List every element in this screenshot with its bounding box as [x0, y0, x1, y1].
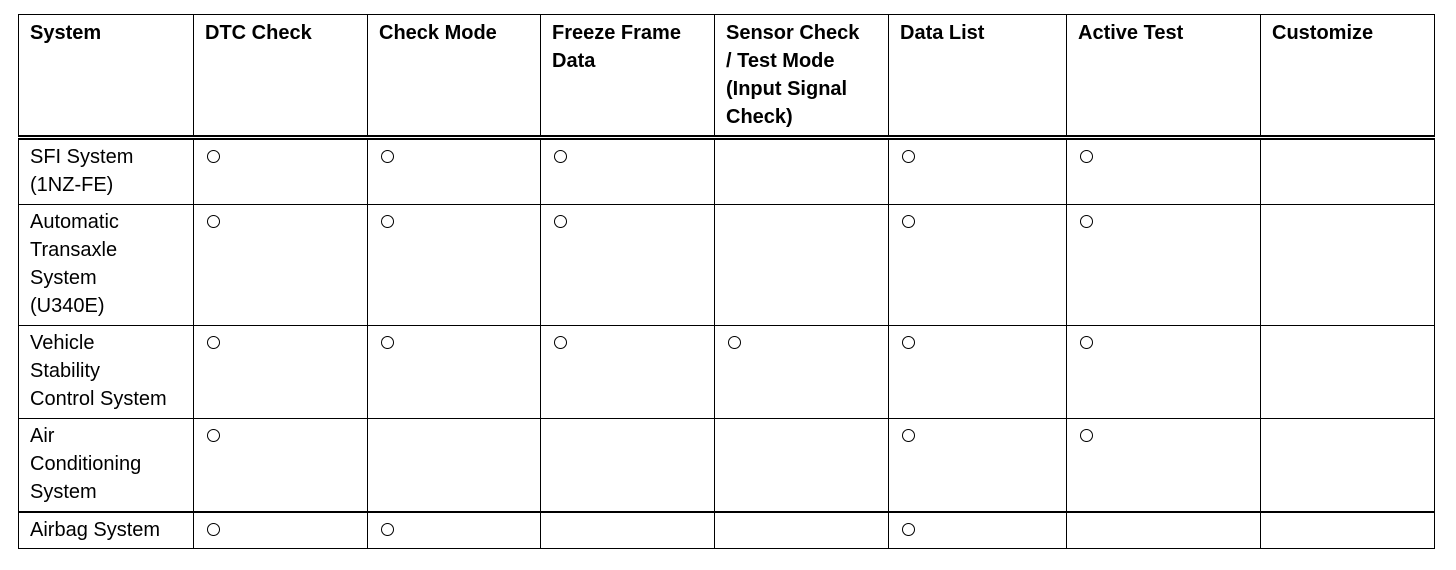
- header-system: System: [19, 15, 194, 138]
- support-cell: [368, 205, 541, 326]
- support-cell: [541, 205, 715, 326]
- support-cell: [368, 138, 541, 205]
- supported-circle-icon: [1080, 215, 1093, 228]
- support-cell: [889, 138, 1067, 205]
- system-name-cell: SFI System (1NZ-FE): [19, 138, 194, 205]
- supported-circle-icon: [207, 336, 220, 349]
- supported-circle-icon: [554, 336, 567, 349]
- diagnostic-function-table: [18, 14, 1435, 549]
- support-cell: [368, 326, 541, 419]
- support-cell: [1261, 138, 1435, 205]
- support-cell: [194, 138, 368, 205]
- support-cell: [1261, 419, 1435, 513]
- support-cell: [1067, 205, 1261, 326]
- header-customize: Customize: [1261, 15, 1435, 138]
- supported-circle-icon: [1080, 336, 1093, 349]
- supported-circle-icon: [207, 150, 220, 163]
- header-active-test: Active Test: [1067, 15, 1261, 138]
- supported-circle-icon: [554, 150, 567, 163]
- support-cell: [194, 205, 368, 326]
- support-cell: [1261, 326, 1435, 419]
- header-check-mode: Check Mode: [368, 15, 541, 138]
- support-cell: [368, 512, 541, 549]
- header-sensor-check: Sensor Check / Test Mode (Input Signal Check): [715, 15, 889, 138]
- system-name-cell: Vehicle Stability Control System: [19, 326, 194, 419]
- table-row: [19, 419, 1435, 513]
- support-cell: [715, 512, 889, 549]
- support-cell: [889, 326, 1067, 419]
- support-cell: [1067, 326, 1261, 419]
- supported-circle-icon: [728, 336, 741, 349]
- support-cell: [1261, 205, 1435, 326]
- support-cell: [194, 419, 368, 513]
- system-name-cell: Air Conditioning System: [19, 419, 194, 513]
- support-cell: [541, 138, 715, 205]
- supported-circle-icon: [1080, 429, 1093, 442]
- supported-circle-icon: [902, 429, 915, 442]
- support-cell: [889, 205, 1067, 326]
- support-cell: [1067, 419, 1261, 513]
- header-data-list: Data List: [889, 15, 1067, 138]
- header-dtc-check: DTC Check: [194, 15, 368, 138]
- table-row: [19, 326, 1435, 419]
- supported-circle-icon: [207, 429, 220, 442]
- supported-circle-icon: [207, 215, 220, 228]
- support-cell: [715, 419, 889, 513]
- support-cell: [889, 512, 1067, 549]
- header-freeze-frame-data: Freeze Frame Data: [541, 15, 715, 138]
- support-cell: [715, 326, 889, 419]
- supported-circle-icon: [902, 336, 915, 349]
- supported-circle-icon: [381, 336, 394, 349]
- support-cell: [715, 138, 889, 205]
- support-cell: [194, 512, 368, 549]
- supported-circle-icon: [381, 150, 394, 163]
- table-row: [19, 512, 1435, 549]
- supported-circle-icon: [1080, 150, 1093, 163]
- header-row: [19, 15, 1435, 138]
- support-cell: [368, 419, 541, 513]
- supported-circle-icon: [902, 150, 915, 163]
- supported-circle-icon: [902, 215, 915, 228]
- system-name-cell: Airbag System: [19, 512, 194, 549]
- support-cell: [1067, 512, 1261, 549]
- support-cell: [715, 205, 889, 326]
- support-cell: [889, 419, 1067, 513]
- table-row: [19, 138, 1435, 205]
- system-name-cell: Automatic Transaxle System (U340E): [19, 205, 194, 326]
- support-cell: [1067, 138, 1261, 205]
- support-cell: [541, 512, 715, 549]
- supported-circle-icon: [902, 523, 915, 536]
- supported-circle-icon: [207, 523, 220, 536]
- supported-circle-icon: [381, 215, 394, 228]
- supported-circle-icon: [381, 523, 394, 536]
- diagnostic-function-table-container: [18, 14, 1434, 549]
- support-cell: [541, 419, 715, 513]
- support-cell: [1261, 512, 1435, 549]
- supported-circle-icon: [554, 215, 567, 228]
- support-cell: [194, 326, 368, 419]
- support-cell: [541, 326, 715, 419]
- table-row: [19, 205, 1435, 326]
